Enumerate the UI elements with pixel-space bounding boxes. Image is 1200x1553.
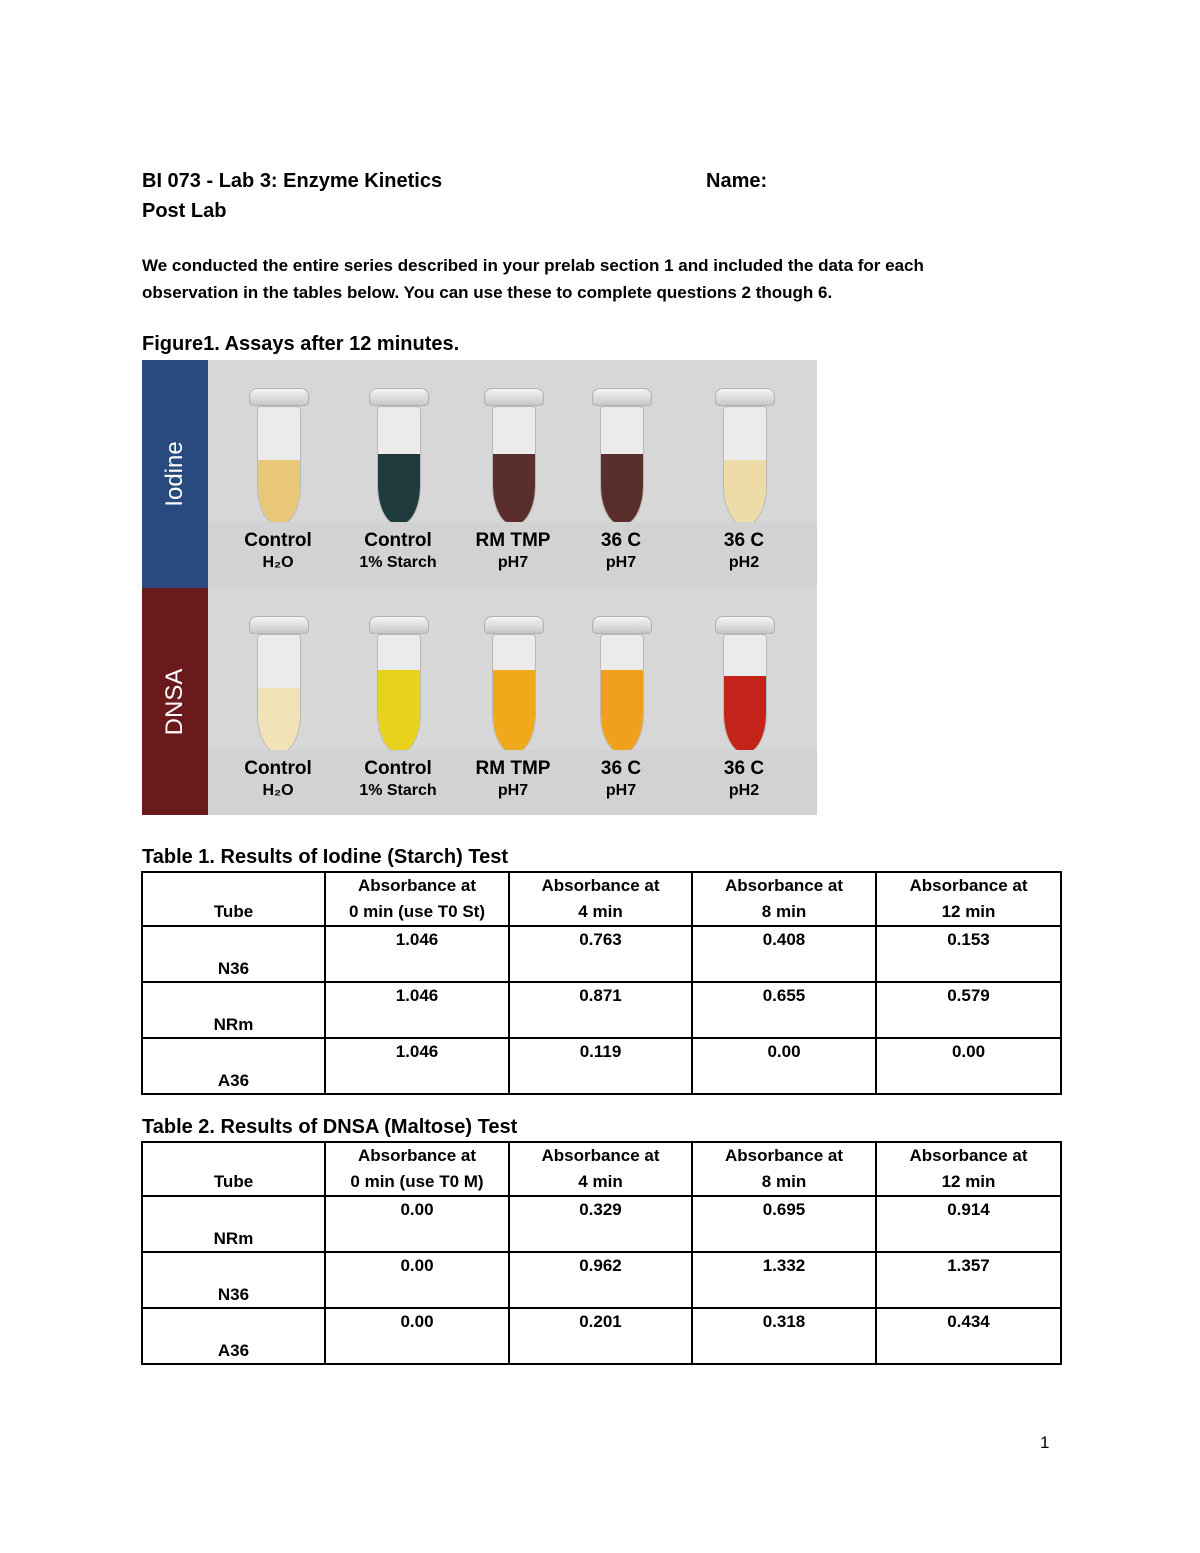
- header-absorbance: [509, 872, 692, 926]
- absorbance-cell: 1.046: [325, 1038, 509, 1094]
- absorbance-cell: 0.579: [876, 982, 1061, 1038]
- iodine-band: [142, 360, 208, 588]
- page-number: 1: [1040, 1433, 1050, 1452]
- tube-label: [566, 530, 676, 574]
- tube-cell: A36: [142, 1308, 325, 1364]
- tube-label-line1: 36 C: [723, 530, 765, 551]
- tube-liquid: [601, 670, 643, 753]
- sample-tube: [365, 616, 431, 756]
- tube-body: [257, 634, 301, 754]
- figure-caption: Figure1. Assays after 12 minutes.: [142, 333, 460, 355]
- tube-label: [458, 530, 568, 574]
- tube-label: [343, 530, 453, 574]
- table-row: [142, 1308, 1061, 1364]
- tube-label-line2: pH7: [497, 554, 529, 571]
- header-line1: Absorbance at: [909, 876, 1028, 895]
- header-line2: 12 min: [941, 902, 996, 921]
- header-absorbance: [692, 1142, 876, 1196]
- header-absorbance: [509, 1142, 692, 1196]
- table-row: [142, 926, 1061, 982]
- tube-label: [223, 530, 333, 574]
- absorbance-cell: 0.914: [876, 1196, 1061, 1252]
- tube-cap: [249, 616, 309, 634]
- header-line1: Absorbance at: [357, 876, 477, 895]
- name-label: Name:: [706, 170, 768, 192]
- tube-label: [689, 530, 799, 574]
- absorbance-cell: 0.318: [692, 1308, 876, 1364]
- tube-cell: NRm: [142, 982, 325, 1038]
- tube-label-line2: H₂O: [262, 554, 294, 571]
- table-header-row: [142, 872, 1061, 926]
- dnsa-band-label: DNSA: [161, 668, 188, 736]
- dnsa-band: [142, 588, 208, 815]
- header-line1: Absorbance at: [357, 1146, 477, 1165]
- absorbance-cell: 0.00: [876, 1038, 1061, 1094]
- tube-label-line1: Control: [244, 758, 312, 779]
- tube-label-line1: 36 C: [600, 530, 642, 551]
- dnsa-results-table: [141, 1141, 1062, 1365]
- tube-label-line1: Control: [244, 530, 312, 551]
- tube-label-line2: pH7: [605, 554, 637, 571]
- absorbance-cell: 0.695: [692, 1196, 876, 1252]
- absorbance-cell: 1.332: [692, 1252, 876, 1308]
- header-absorbance: [876, 1142, 1061, 1196]
- tube-label-line1: Control: [364, 758, 432, 779]
- tube-liquid: [601, 454, 643, 525]
- absorbance-cell: 0.655: [692, 982, 876, 1038]
- tube-cell: A36: [142, 1038, 325, 1094]
- header-absorbance: [876, 872, 1061, 926]
- header-line1: [143, 873, 324, 899]
- absorbance-cell: 1.046: [325, 926, 509, 982]
- absorbance-cell: 0.00: [325, 1252, 509, 1308]
- absorbance-cell: 0.00: [325, 1308, 509, 1364]
- absorbance-cell: 0.408: [692, 926, 876, 982]
- iodine-tube-labels: [208, 522, 817, 588]
- tube-liquid: [724, 676, 766, 753]
- absorbance-cell: 0.871: [509, 982, 692, 1038]
- tube-label: [223, 758, 333, 802]
- absorbance-cell: 0.00: [692, 1038, 876, 1094]
- tube-liquid: [724, 460, 766, 525]
- intro-line-2: observation in the tables below. You can use these to complete questions 2 though 6.: [142, 283, 833, 302]
- tube-label-line1: RM TMP: [475, 530, 551, 551]
- tube-cap: [484, 616, 544, 634]
- sample-tube: [588, 388, 654, 528]
- tube-label: [343, 758, 453, 802]
- tube-liquid: [258, 688, 300, 753]
- header-line2: 8 min: [761, 1172, 807, 1191]
- header-line1: [143, 1143, 324, 1169]
- absorbance-cell: 0.962: [509, 1252, 692, 1308]
- table-row: [142, 1196, 1061, 1252]
- tube-body: [377, 634, 421, 754]
- absorbance-cell: 0.00: [325, 1196, 509, 1252]
- dnsa-tube-labels: [208, 750, 817, 815]
- intro-line-1: We conducted the entire series described in your prelab section 1 and included the data for each: [142, 256, 924, 275]
- tube-label-line2: H₂O: [262, 782, 294, 799]
- tube-cap: [592, 388, 652, 406]
- header-line2: 12 min: [941, 1172, 996, 1191]
- header-line2: 4 min: [578, 1172, 623, 1191]
- tube-label-line1: RM TMP: [475, 758, 551, 779]
- tube-label-line1: 36 C: [723, 758, 765, 779]
- absorbance-cell: 0.153: [876, 926, 1061, 982]
- iodine-band-label: Iodine: [161, 441, 188, 507]
- iodine-tubes-photo: [208, 360, 817, 522]
- tube-label-line2: pH7: [605, 782, 637, 799]
- tube-liquid: [378, 670, 420, 753]
- header-line2: Tube: [213, 1172, 254, 1191]
- header-line2: Tube: [213, 902, 254, 921]
- header-absorbance: [325, 872, 509, 926]
- sample-tube: [711, 388, 777, 528]
- tube-label-line1: 36 C: [600, 758, 642, 779]
- header-line1: Absorbance at: [541, 1146, 660, 1165]
- table1-caption: Table 1. Results of Iodine (Starch) Test: [142, 846, 508, 868]
- tube-cap: [369, 616, 429, 634]
- tube-label-line2: pH7: [497, 782, 529, 799]
- header-line2: 4 min: [578, 902, 623, 921]
- document-subtitle: Post Lab: [142, 200, 227, 222]
- tube-cap: [249, 388, 309, 406]
- document-title: BI 073 - Lab 3: Enzyme Kinetics: [142, 170, 443, 192]
- sample-tube: [480, 616, 546, 756]
- tube-cap: [369, 388, 429, 406]
- assay-figure: [142, 360, 817, 815]
- tube-cap: [715, 616, 775, 634]
- tube-liquid: [258, 460, 300, 525]
- tube-cap: [592, 616, 652, 634]
- tube-body: [492, 634, 536, 754]
- tube-body: [723, 406, 767, 526]
- sample-tube: [480, 388, 546, 528]
- tube-liquid: [493, 454, 535, 525]
- tube-cap: [484, 388, 544, 406]
- sample-tube: [245, 616, 311, 756]
- header-line2: 8 min: [761, 902, 807, 921]
- tube-label-line1: Control: [364, 530, 432, 551]
- header-line1: Absorbance at: [909, 1146, 1028, 1165]
- tube-body: [600, 406, 644, 526]
- table-header-row: [142, 1142, 1061, 1196]
- iodine-results-table: [141, 871, 1062, 1095]
- tube-label: [566, 758, 676, 802]
- tube-liquid: [493, 670, 535, 753]
- absorbance-cell: 0.434: [876, 1308, 1061, 1364]
- absorbance-cell: 1.046: [325, 982, 509, 1038]
- header-tube: [142, 872, 325, 926]
- tube-cell: NRm: [142, 1196, 325, 1252]
- absorbance-cell: 0.119: [509, 1038, 692, 1094]
- header-line1: Absorbance at: [541, 876, 660, 895]
- sample-tube: [711, 616, 777, 756]
- tube-label-line2: 1% Starch: [359, 782, 437, 799]
- absorbance-cell: 0.329: [509, 1196, 692, 1252]
- header-line1: Absorbance at: [724, 1146, 844, 1165]
- header-absorbance: [692, 872, 876, 926]
- header-line1: Absorbance at: [724, 876, 844, 895]
- table-row: [142, 1038, 1061, 1094]
- header-absorbance: [325, 1142, 509, 1196]
- intro-paragraph: [142, 252, 924, 306]
- absorbance-cell: 1.357: [876, 1252, 1061, 1308]
- tube-label-line2: pH2: [728, 782, 760, 799]
- absorbance-cell: 0.201: [509, 1308, 692, 1364]
- table-row: [142, 982, 1061, 1038]
- absorbance-cell: 0.763: [509, 926, 692, 982]
- table-row: [142, 1252, 1061, 1308]
- tube-body: [257, 406, 301, 526]
- tube-label: [689, 758, 799, 802]
- tube-liquid: [378, 454, 420, 525]
- dnsa-tubes-photo: [208, 588, 817, 750]
- tube-label-line2: 1% Starch: [359, 554, 437, 571]
- tube-body: [492, 406, 536, 526]
- sample-tube: [245, 388, 311, 528]
- tube-body: [723, 634, 767, 754]
- tube-cell: N36: [142, 1252, 325, 1308]
- sample-tube: [588, 616, 654, 756]
- header-line2: 0 min (use T0 M): [350, 1172, 484, 1191]
- header-tube: [142, 1142, 325, 1196]
- table2-caption: Table 2. Results of DNSA (Maltose) Test: [142, 1116, 518, 1138]
- tube-label-line2: pH2: [728, 554, 760, 571]
- sample-tube: [365, 388, 431, 528]
- tube-label: [458, 758, 568, 802]
- tube-cell: N36: [142, 926, 325, 982]
- tube-cap: [715, 388, 775, 406]
- tube-body: [377, 406, 421, 526]
- header-line2: 0 min (use T0 St): [348, 902, 486, 921]
- tube-body: [600, 634, 644, 754]
